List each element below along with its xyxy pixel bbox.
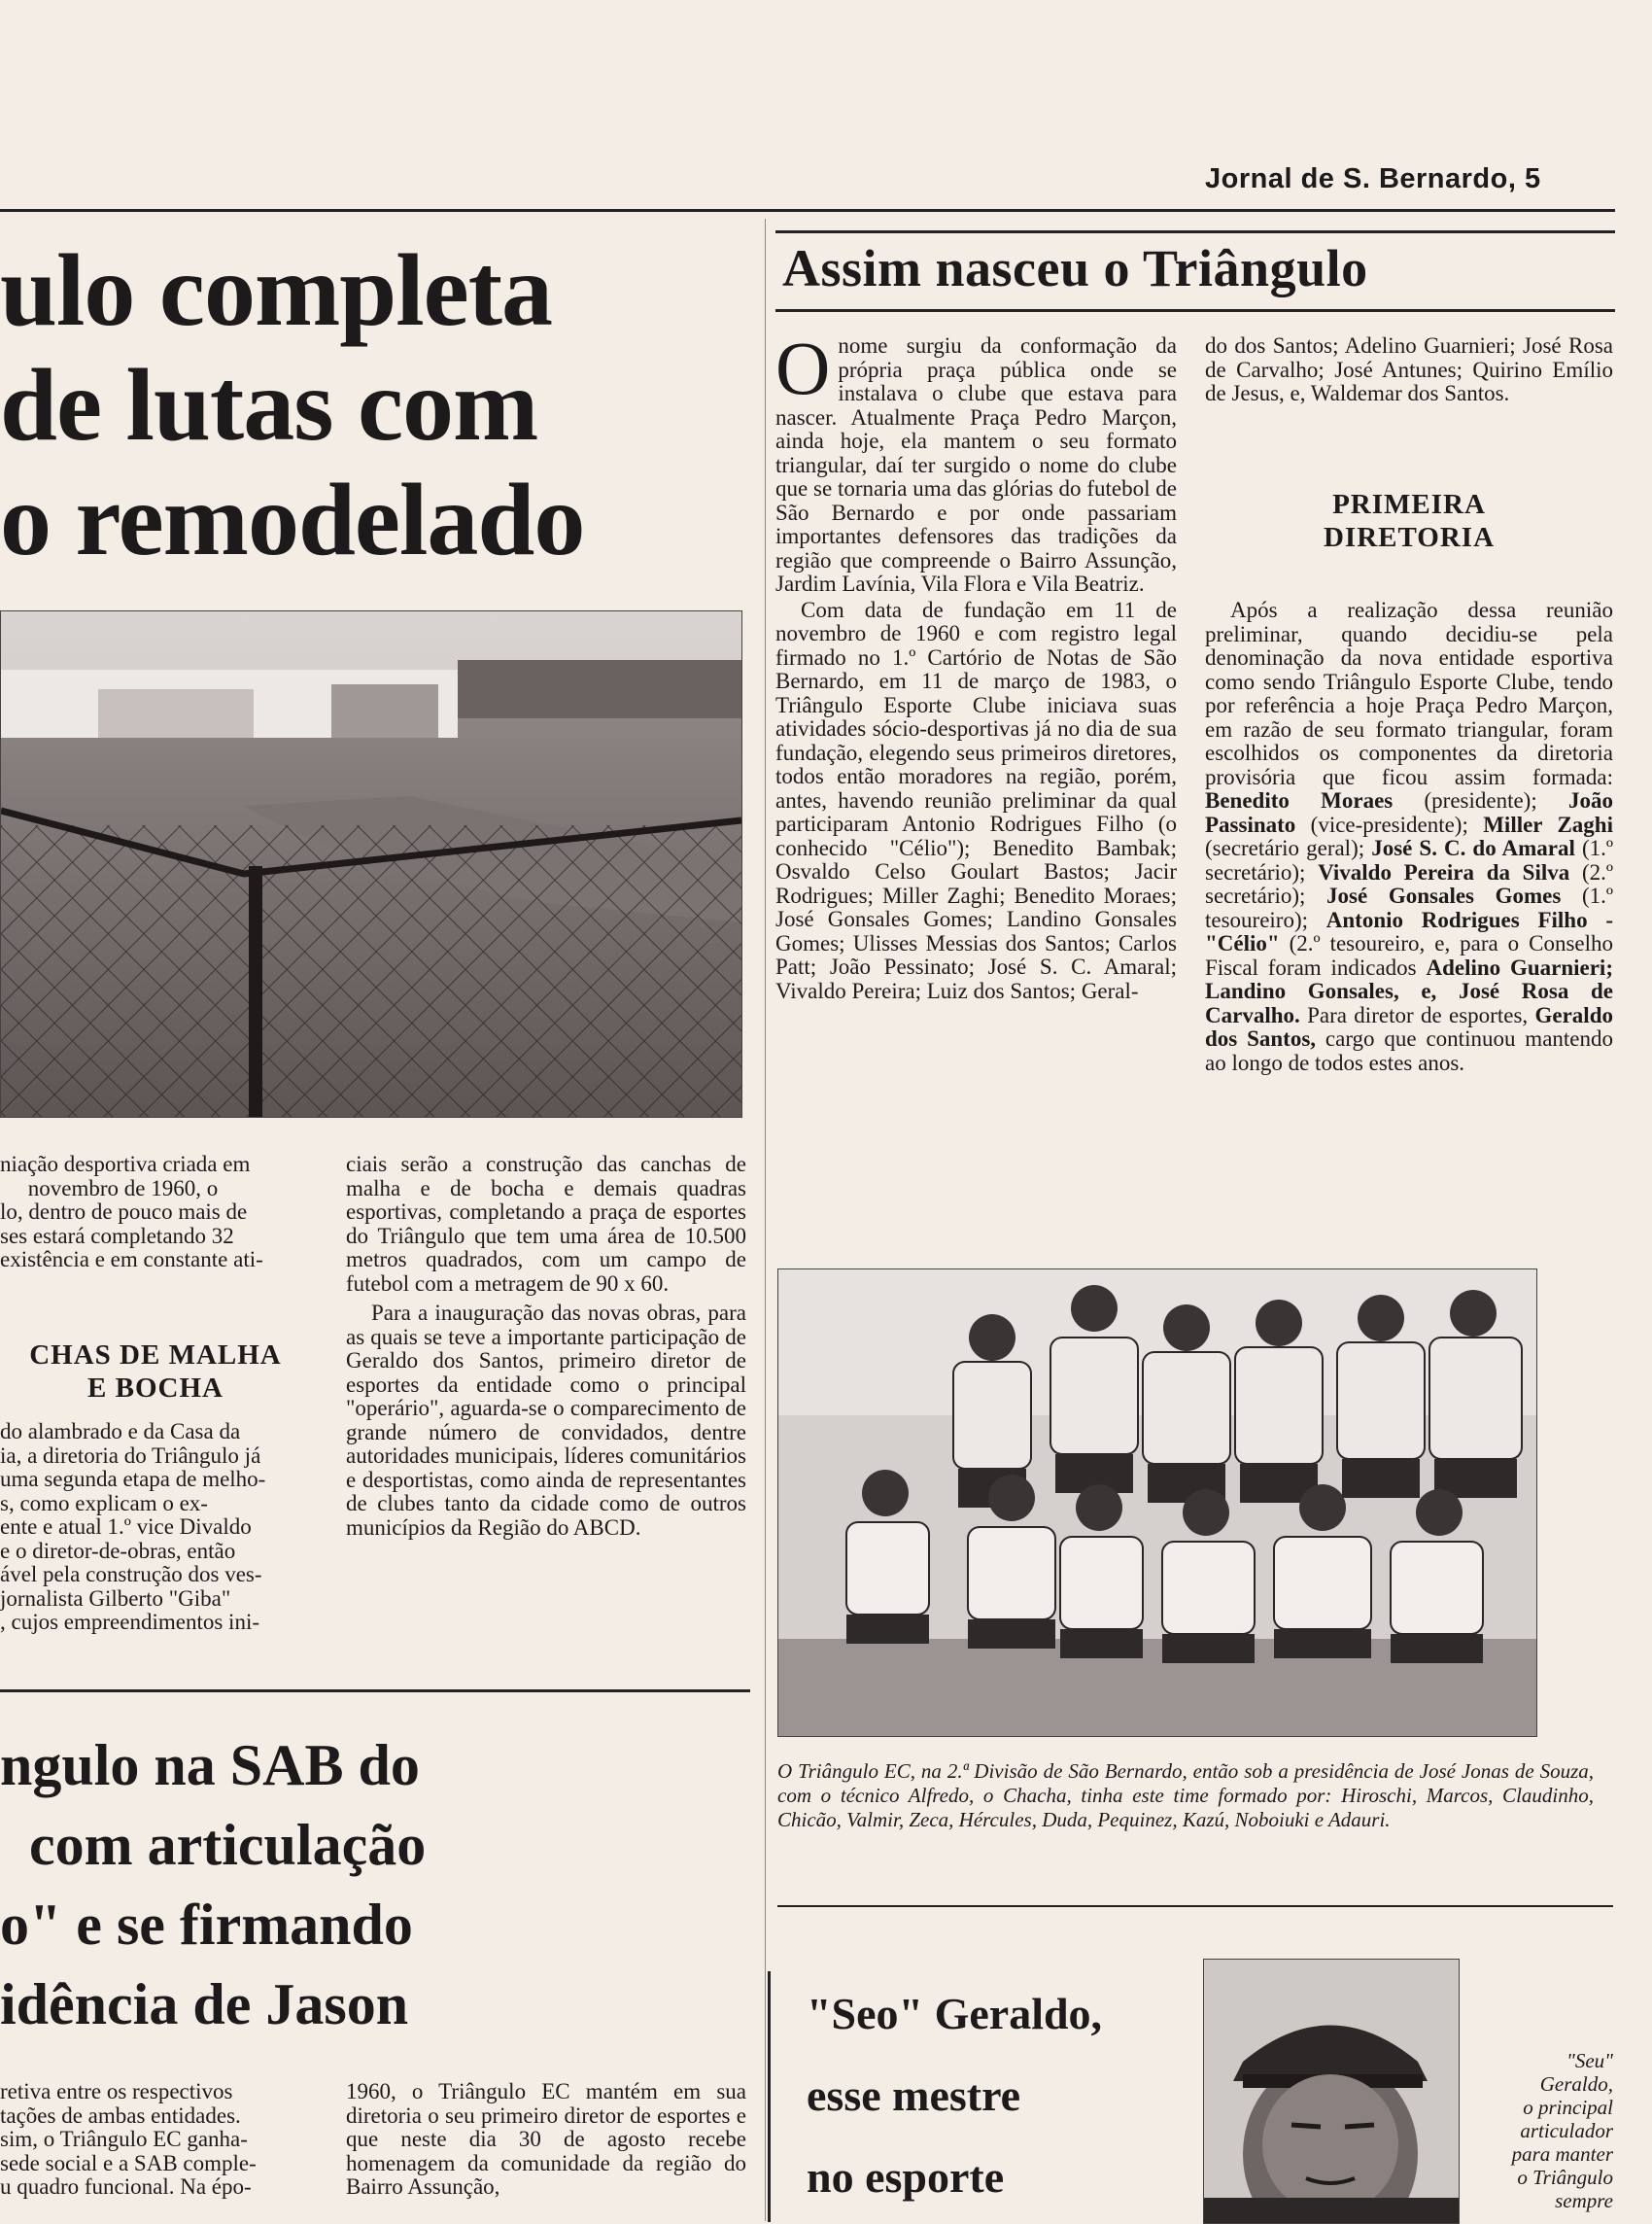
team-photo [777,1268,1537,1737]
team-photo-image [778,1269,1536,1736]
left-subhead: CHAS DE MALHA E BOCHA [29,1339,282,1404]
bottom-left-col1: retiva entre os respectivos tações de ambas entidades. sim, o Triângulo EC ganha- sede social e a SAB comple- u quadro funcional. Na épo- [0,2079,257,2199]
geraldo-caption: "Seu" Geraldo, o principal articulador para manter o Triângulo sempre [1511,2049,1613,2212]
left-headline [0,233,739,577]
main-col2-p1: do dos Santos; Adelino Guarnieri; José Rosa de Carvalho; José Antunes; Quirino Emílio de Jesus, e, Waldemar dos Santos. [1205,333,1613,405]
bottom-left-headline [0,1725,758,2044]
page-number: , 5 [1507,163,1541,194]
geraldo-portrait [1203,1959,1460,2224]
left-bottom-rule [0,1689,750,1692]
main-col1-p1 [775,326,1177,597]
newspaper-name: Jornal de S. Bernardo [1205,163,1508,194]
bottom-left-headline-line-4: idência de Jason [0,1972,409,2036]
header-rule [0,209,1615,212]
geraldo-portrait-image [1204,1960,1459,2223]
main-article-title: Assim nasceu o Triângulo [782,239,1368,297]
main-col2-p2: Após a realização dessa reunião preliminar, quando decidiu-se pela denominação da nova entidade esportiva como sendo Triângulo Esporte Clube, tendo por referência a hoje Praça Pedro Marçon, em razão de seu formato triangular, foram escolhidos os componentes da diretoria provisória que ficou assim formada: Benedito Moraes (presidente); João Passinato (vice-presidente); Miller Zaghi (secretário geral); José S. C. do Amaral (1.º secretário); Vivaldo Pereira da Silva (2.º secretário); José Gonsales Gomes (1.º tesoureiro); Antonio Rodrigues Filho - "Célio" (2.º tesoureiro, e, para o Conselho Fiscal foram indicados Adelino Guarnieri; Landino Gonsales, e, José Rosa de Carvalho. Para diretor de esportes, Geraldo dos Santos, cargo que continuou mantendo ao longo de todos estes anos. [1205,598,1614,1075]
bottom-left-col2: 1960, o Triângulo EC mantém em sua diretoria o seu primeiro diretor de esportes e que neste dia 30 de agosto recebe homenagem da comunidade da região do Bairro Assunção, [346,2079,746,2199]
left-col1-intro: niação desportiva criada em novembro de 1960, o lo, dentro de pouco mais de ses estará completando 32 existência e em constante ati- [0,1152,263,1271]
seo-box-left-rule [768,1971,771,2222]
column-divider [765,219,766,2221]
left-col2 [346,1153,746,1540]
drop-cap: O [775,326,831,410]
seo-geraldo-title [807,1973,1102,2218]
seo-title-line-3: no esporte [807,2152,1005,2202]
bottom-left-headline-line-2: com articulação [0,1813,427,1877]
team-photo-caption: O Triângulo EC, na 2.ª Divisão de São Bernardo, então sob a presidência de José Jonas de Souza, com o técnico Alfredo, o Chacha, tinha este time formado por: Hiroschi, Marcos, Claudinho, Chicão, Valmir, Zeca, Hércules, Duda, Pequinez, Kazú, Noboiuki e Adauri. [777,1759,1594,1831]
left-headline-line-2: de lutas com [0,348,538,462]
field-photo-image [1,611,741,1117]
main-col1-p1-text: nome surgiu da conformação da própria praça pública onde se instalava o clube que estava para nascer. Atualmente Praça Pedro Marçon, ainda hoje, ela mantem o seu formato triangular, daí ter surgido o nome do clube que se tornaria uma das glórias do futebol de São Bernardo e por onde passariam importantes defensores das tradições da região que compreende o Bairro Assunção, Jardim Lavínia, Vila Flora e Vila Beatriz. [775,333,1177,596]
caption-bottom-rule [777,1905,1613,1907]
main-subhead: PRIMEIRA DIRETORIA [1323,489,1496,553]
main-col1-p2: Com data de fundação em 11 de novembro de 1960 e com registro legal firmado no 1.º Cartório de Notas de São Bernardo, em 11 de março de 1983, o Triângulo Esporte Clube iniciava suas atividades sócio-desportivas já no dia de sua fundação, elegendo seus primeiros diretores, todos então moradores na região, porém, antes, havendo reunião preliminar da qual participaram Antonio Rodrigues Filho (o conhecido "Célio"); Benedito Bambak; Osvaldo Celso Goulart Bastos; Jacir Rodrigues; Miller Zaghi; Benedito Moraes; José Gonsales Gomes; Landino Gonsales Gomes; Ulisses Messias dos Santos; Carlos Patt; João Pessinato; José S. C. Amaral; Vivaldo Pereira; Luiz dos Santos; Geral- [775,597,1177,1003]
left-headline-line-1: ulo completa [0,233,552,347]
left-col2-p1: ciais serão a construção das canchas de malha e de bocha e demais quadras esportivas, completando a praça de esportes do Triângulo que tem uma área de 10.500 metros quadrados, com um campo de futebol com a metragem de 90 x 60. [346,1152,746,1296]
seo-title-line-1: "Seo" Geraldo, [807,1989,1103,2038]
bottom-left-headline-line-3: o" e se firmando [0,1893,413,1957]
left-headline-line-3: o remodelado [0,463,585,576]
main-col1 [775,326,1177,1003]
seo-title-line-2: esse mestre [807,2070,1021,2120]
left-col1-body: do alambrado e da Casa da ia, a diretoria do Triângulo já uma segunda etapa de melho- s, como explicam o ex- ente e atual 1.º vice Divaldo e o diretor-de-obras, então ável pela construção dos ves- jornalista Gilberto "Giba" , cujos empreendimentos ini- [0,1419,266,1634]
field-photo [0,610,742,1118]
title-bottom-rule [775,309,1615,312]
left-col2-p2: Para a inauguração das novas obras, para as quais se teve a importante participação de Geraldo dos Santos, primeiro diretor de esportes da entidade como o principal "operário", aguarda-se o comparecimento de grande número de convidados, dentre autoridades municipais, líderes comunitários e desportistas, como ainda de representantes de clubes tanto da cidade como de outros municípios da Região do ABCD. [346,1301,746,1540]
newspaper-header [1205,163,1541,195]
bottom-left-headline-line-1: ngulo na SAB do [0,1733,420,1797]
main-col2-top [1205,334,1613,406]
title-top-rule [775,230,1615,233]
main-col2-bottom [1205,599,1613,1075]
